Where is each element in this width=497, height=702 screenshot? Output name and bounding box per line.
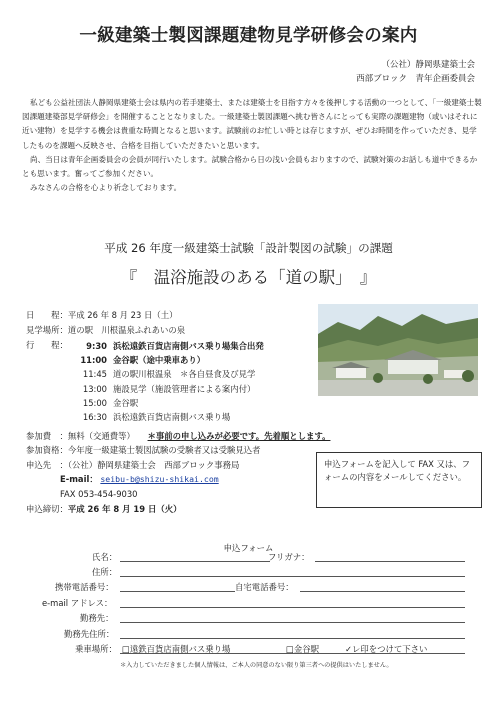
venue-photo-illustration bbox=[318, 304, 478, 396]
eligibility-row bbox=[26, 445, 261, 456]
venue-photo bbox=[318, 304, 478, 396]
date-label: 日 程： bbox=[26, 310, 68, 320]
deadline-label: 申込締切： bbox=[26, 504, 68, 514]
workplace-label: 勤務先： bbox=[80, 613, 114, 623]
itinerary-text: 施設見学（施設管理者による案内付） bbox=[113, 383, 256, 394]
date-value: 平成 26 年 8 月 23 日（土） bbox=[67, 310, 178, 320]
workplace-field[interactable] bbox=[120, 622, 465, 623]
itinerary-item bbox=[77, 383, 264, 397]
place-value: 道の駅 川根温泉ふれあいの泉 bbox=[67, 325, 186, 335]
eligibility-label: 参加資格： bbox=[26, 445, 68, 455]
itinerary-time: 13:00 bbox=[82, 383, 107, 394]
contact-row bbox=[26, 460, 239, 471]
itinerary-text: 金谷駅（途中乗車あり） bbox=[113, 355, 206, 366]
itinerary-text: 浜松遠鉄百貨店南側バス乗り場集合出発 bbox=[113, 341, 264, 351]
home-phone-field[interactable] bbox=[300, 591, 465, 592]
itinerary-label: 行 程： bbox=[26, 340, 68, 350]
boarding-option-hamamatsu[interactable]: □遠鉄百貨店南側バス乗り場 bbox=[122, 644, 231, 654]
deadline-row bbox=[26, 504, 182, 515]
contact-label: 申込先 ： bbox=[26, 460, 68, 470]
boarding-field-line bbox=[120, 653, 465, 654]
furigana-field[interactable] bbox=[315, 561, 465, 562]
contact-value: （公社）静岡県建築士会 西部ブロック事務局 bbox=[67, 460, 240, 470]
email-label: E-mail： bbox=[60, 474, 98, 484]
exam-theme: 『 温浴施設のある「道の駅」 』 bbox=[120, 268, 377, 287]
address-field[interactable] bbox=[120, 576, 465, 577]
itinerary-time: 11:00 bbox=[80, 355, 107, 366]
itinerary-time: 9:30 bbox=[86, 341, 107, 351]
date-row bbox=[26, 310, 178, 321]
deadline-value: 平成 26 年 8 月 19 日（火） bbox=[67, 504, 182, 514]
itinerary-item bbox=[77, 411, 264, 425]
email-address-label: e-mail アドレス： bbox=[42, 598, 113, 608]
itinerary-time: 11:45 bbox=[82, 369, 107, 380]
exam-subtitle: 平成 26 年度一級建築士試験「設計製図の試験」の課題 bbox=[104, 241, 393, 255]
email-address-field[interactable] bbox=[120, 607, 465, 608]
name-field[interactable] bbox=[120, 561, 270, 562]
fee-label: 参加費 ： bbox=[26, 431, 68, 441]
itinerary-time: 16:30 bbox=[82, 411, 107, 422]
email-row bbox=[60, 474, 219, 485]
fee-row bbox=[26, 431, 330, 442]
form-title: 申込フォーム bbox=[223, 543, 274, 553]
itinerary-item bbox=[77, 354, 264, 368]
fax-number: FAX 053-454-9030 bbox=[60, 489, 138, 499]
page-title: 一級建築士製図課題建物見学研修会の案内 bbox=[79, 26, 418, 46]
org-committee: 西部ブロック 青年企画委員会 bbox=[356, 74, 475, 84]
itinerary-item bbox=[77, 340, 264, 354]
privacy-footnote: ＊入力していただきました個人情報は、ご本人の同意のない限り第三者への提供はいたしません。 bbox=[120, 662, 393, 669]
itinerary-text: 金谷駅 bbox=[113, 397, 139, 408]
mobile-field[interactable] bbox=[120, 591, 235, 592]
boarding-option-kanaya[interactable]: □金谷駅 bbox=[286, 644, 320, 654]
itinerary-item bbox=[77, 397, 264, 411]
submission-notice: 申込フォームを記入して FAX 又は、フォームの内容をメールしてください。 bbox=[316, 452, 482, 508]
boarding-label: 乗車場所： bbox=[75, 644, 117, 654]
mobile-label: 携帯電話番号： bbox=[55, 582, 114, 592]
fee-note: ＊事前の申し込みが必要です。先着順とします。 bbox=[147, 431, 331, 441]
itinerary-text: 浜松遠鉄百貨店南側バス乗り場 bbox=[113, 411, 231, 422]
name-label: 氏名： bbox=[92, 552, 118, 562]
eligibility-value: 今年度一級建築士製図試験の受験者又は受験見込者 bbox=[67, 445, 261, 455]
intro-paragraph-1: 私ども公益社団法人静岡県建築士会は県内の若手建築士、または建築士を目指す方々を後押しする活動の一つとして、「一級建築士製図課題建築部見学研修会」を開催することとなりました。一級建築士製図課題へ挑む皆さんにとっても実際の課題建物（或いはそれに近い建物）を見学する機会は貴重な時間となると思います。試験前のお忙しい時とは存じますが、ぜひお時間を作っていただき、見学したものを課題へ反映させ、合格を目指していただきたいと思います。 bbox=[22, 98, 482, 150]
place-row bbox=[26, 325, 185, 336]
workplace-address-label: 勤務先住所： bbox=[64, 629, 115, 639]
email-link[interactable]: seibu-b@shizu-shikai.com bbox=[100, 474, 219, 484]
intro-paragraph-2: 尚、当日は青年企画委員会の会員が同行いたします。試験合格から日の浅い会員もおりますので、試験対策のお話しも道中できるかとも思います。奮ってご参加ください。 bbox=[22, 154, 478, 179]
itinerary-item bbox=[77, 368, 264, 382]
itinerary-time: 15:00 bbox=[82, 397, 107, 408]
org-name: （公社）静岡県建築士会 bbox=[381, 60, 475, 70]
address-label: 住所： bbox=[92, 567, 118, 577]
fee-value: 無料（交通費等） bbox=[67, 431, 135, 441]
workplace-address-field[interactable] bbox=[120, 638, 465, 639]
intro-paragraph-3: みなさんの合格を心より祈念しております。 bbox=[30, 183, 182, 193]
itinerary-text: 道の駅川根温泉 ＊各自昼食及び見学 bbox=[113, 369, 256, 380]
itinerary-list bbox=[77, 340, 264, 425]
checkmark-instruction: ✓レ印をつけて下さい bbox=[345, 644, 428, 654]
place-label: 見学場所： bbox=[26, 325, 68, 335]
intro-text bbox=[22, 96, 484, 195]
furigana-label: フリガナ： bbox=[268, 552, 310, 562]
home-phone-label: 自宅電話番号： bbox=[235, 582, 294, 592]
